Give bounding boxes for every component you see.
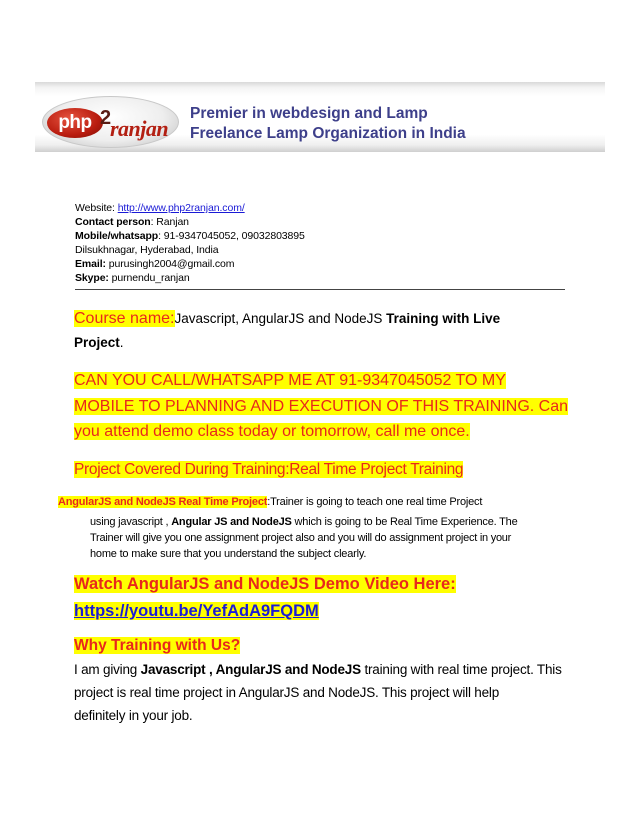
divider	[75, 289, 565, 290]
logo-php: php	[47, 108, 103, 138]
logo-ranjan: ranjan	[110, 116, 169, 141]
banner-tagline-2: Freelance Lamp Organization in India	[190, 125, 466, 142]
why-text-1b: Javascript , AngularJS and NodeJS	[140, 662, 361, 677]
project-desc-text-2a: using javascript ,	[90, 516, 169, 528]
call-text-1: CAN YOU CALL/WHATSAPP ME AT 91-9347045052 TO MY	[74, 372, 506, 389]
why-line-1	[74, 659, 562, 680]
banner-tagline-1: Premier in webdesign and Lamp	[190, 105, 428, 122]
course-name-project: Project	[74, 335, 120, 350]
course-name-label: Course name:	[74, 310, 175, 327]
email-line	[75, 257, 234, 271]
project-desc-line-4: home to make sure that you understand the subject clearly.	[90, 548, 367, 560]
project-desc-line-2	[90, 514, 518, 530]
why-heading	[74, 635, 240, 656]
course-name-period: .	[119, 335, 124, 350]
course-name-line-2	[74, 333, 124, 353]
skype-value: purnendu_ranjan	[111, 272, 190, 284]
video-heading	[74, 573, 456, 595]
website-link[interactable]: http://www.php2ranjan.com/	[117, 202, 245, 214]
course-name-text: Javascript, AngularJS and NodeJS	[174, 311, 383, 326]
call-text-3: you attend demo class today or tomorrow, call me once.	[74, 423, 470, 440]
contact-person-line	[75, 215, 189, 229]
call-line-1	[74, 370, 506, 391]
why-text-1c: training with real time project. This	[364, 662, 562, 677]
website-label: Website:	[75, 202, 115, 214]
email-label: Email:	[75, 258, 106, 270]
video-link-line	[74, 600, 319, 622]
why-line-3: definitely in your job.	[74, 708, 193, 723]
why-line-2: project is real time project in AngularJS and NodeJS. This project will help	[74, 685, 500, 700]
project-desc-line-3: Trainer will give you one assignment project also and you will do assignment project in your	[90, 532, 512, 544]
project-desc-text-2b: Angular JS and NodeJS	[171, 516, 292, 528]
mobile-line	[75, 229, 305, 243]
why-heading-text: Why Training with Us?	[74, 637, 241, 654]
mobile-label: Mobile/whatsapp	[75, 230, 159, 242]
course-name-bold: Training with Live	[386, 311, 501, 326]
project-desc-line-1	[58, 494, 482, 510]
email-value: purusingh2004@gmail.com	[108, 258, 235, 270]
skype-line	[75, 271, 190, 285]
address-line: Dilsukhnagar, Hyderabad, India	[75, 244, 219, 256]
course-name-line	[74, 309, 500, 329]
skype-label: Skype:	[75, 272, 109, 284]
contact-person-label: Contact person	[75, 216, 151, 228]
mobile-value: : 91-9347045052, 09032803895	[158, 230, 305, 242]
logo-2: 2	[100, 107, 112, 129]
call-text-2: MOBILE TO PLANNING AND EXECUTION OF THIS TRAINING. Can	[74, 398, 569, 415]
video-heading-text: Watch AngularJS and NodeJS Demo Video Here:	[74, 575, 456, 593]
website-line	[75, 201, 245, 215]
contact-person-value: : Ranjan	[150, 216, 189, 228]
project-heading	[74, 459, 463, 480]
call-line-3	[74, 421, 470, 442]
project-desc-text-2c: which is going to be Real Time Experience. The	[294, 516, 518, 528]
project-heading-text: Project Covered During Training:Real Time Project Training	[74, 461, 464, 478]
project-desc-label: AngularJS and NodeJS Real Time Project	[58, 496, 268, 508]
why-text-1a: I am giving	[74, 662, 138, 677]
project-desc-text-1: :Trainer is going to teach one real time Project	[267, 496, 483, 508]
video-link[interactable]: https://youtu.be/YefAdA9FQDM	[74, 602, 319, 620]
call-line-2	[74, 396, 568, 417]
